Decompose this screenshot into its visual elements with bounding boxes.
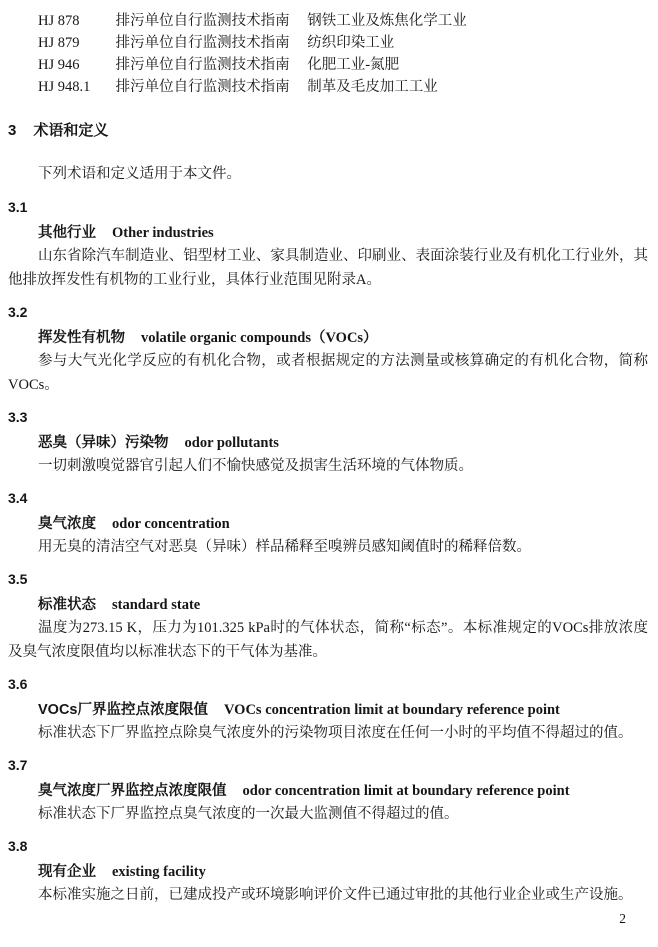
term-chinese: 标准状态 (38, 597, 96, 613)
term-chinese: 臭气浓度 (38, 516, 96, 532)
term-heading (38, 701, 648, 719)
section-number: 3 (8, 122, 17, 139)
term-heading (38, 434, 648, 452)
term-number: 3.1 (8, 199, 28, 215)
term-number: 3.2 (8, 304, 28, 320)
term-chinese: 恶臭（异味）污染物 (38, 435, 169, 451)
term-number: 3.7 (8, 757, 28, 773)
reference-industry: 钢铁工业及炼焦化学工业 (307, 13, 467, 29)
section-intro: 下列术语和定义适用于本文件。 (38, 166, 241, 182)
term-definition: 用无臭的清洁空气对恶臭（异味）样品稀释至嗅辨员感知阈值时的稀释倍数。 (38, 539, 531, 555)
term-chinese: 现有企业 (38, 864, 96, 880)
reference-industry: 制革及毛皮加工工业 (307, 79, 438, 95)
term-section-3-5 (8, 571, 648, 664)
term-heading (38, 596, 648, 614)
term-english: VOCs concentration limit at boundary reference point (224, 702, 560, 718)
term-chinese: VOCs厂界监控点浓度限值 (38, 702, 208, 718)
term-number: 3.4 (8, 490, 28, 506)
page-number: 2 (619, 911, 626, 926)
term-definition: 一切刺激嗅觉器官引起人们不愉快感觉及损害生活环境的气体物质。 (38, 458, 473, 474)
reference-line (38, 10, 648, 32)
term-chinese: 臭气浓度厂界监控点浓度限值 (38, 783, 227, 799)
term-heading (38, 329, 648, 347)
term-english: existing facility (112, 864, 206, 880)
reference-line (38, 32, 648, 54)
term-heading (38, 782, 648, 800)
reference-title: 排污单位自行监测技术指南 (115, 35, 290, 51)
normative-references-list (38, 10, 648, 98)
reference-code: HJ 946 (38, 57, 80, 73)
reference-line (38, 76, 648, 98)
term-section-3-8 (8, 838, 648, 907)
term-definition: 标准状态下厂界监控点除臭气浓度外的污染物项目浓度在任何一小时的平均值不得超过的值。 (38, 725, 633, 741)
term-definition: 本标准实施之日前，已建成投产或环境影响评价文件已通过审批的其他行业企业或生产设施。 (38, 887, 633, 903)
term-chinese: 挥发性有机物 (38, 330, 125, 346)
term-heading (38, 515, 648, 533)
term-section-3-6 (8, 676, 648, 745)
term-definition: 山东省除汽车制造业、铝型材工业、家具制造业、印刷业、表面涂装行业及有机化工行业外，其他排放挥发性有机物的工业行业，具体行业范围见附录A。 (8, 248, 648, 288)
reference-code: HJ 879 (38, 35, 80, 51)
reference-code: HJ 948.1 (38, 79, 91, 95)
reference-code: HJ 878 (38, 13, 80, 29)
term-section-3-3 (8, 409, 648, 478)
term-english: odor concentration limit at boundary reference point (242, 783, 570, 799)
term-number: 3.6 (8, 676, 28, 692)
term-english: Other industries (112, 225, 214, 241)
reference-title: 排污单位自行监测技术指南 (115, 13, 290, 29)
reference-title: 排污单位自行监测技术指南 (115, 79, 290, 95)
term-number: 3.5 (8, 571, 28, 587)
term-english: odor pollutants (184, 435, 279, 451)
section-title: 术语和定义 (33, 122, 109, 139)
term-number: 3.3 (8, 409, 28, 425)
reference-line (38, 54, 648, 76)
term-chinese: 其他行业 (38, 225, 96, 241)
term-heading (38, 863, 648, 881)
term-definition: 标准状态下厂界监控点臭气浓度的一次最大监测值不得超过的值。 (38, 806, 459, 822)
term-section-3-7 (8, 757, 648, 826)
term-english: volatile organic compounds（VOCs） (141, 330, 378, 346)
term-definition: 参与大气光化学反应的有机化合物，或者根据规定的方法测量或核算确定的有机化合物，简称VOCs。 (8, 353, 648, 393)
term-definition: 温度为273.15 K，压力为101.325 kPa时的气体状态，简称“标态”。本标准规定的VOCs排放浓度及臭气浓度限值均以标准状态下的干气体为基准。 (8, 620, 648, 660)
term-number: 3.8 (8, 838, 28, 854)
reference-title: 排污单位自行监测技术指南 (115, 57, 290, 73)
term-section-3-2 (8, 304, 648, 397)
term-english: odor concentration (112, 516, 230, 532)
section-heading (8, 122, 648, 140)
reference-industry: 化肥工业-氮肥 (307, 57, 400, 73)
term-heading (38, 224, 648, 242)
term-section-3-1 (8, 199, 648, 292)
term-section-3-4 (8, 490, 648, 559)
term-english: standard state (112, 597, 201, 613)
reference-industry: 纺织印染工业 (307, 35, 395, 51)
